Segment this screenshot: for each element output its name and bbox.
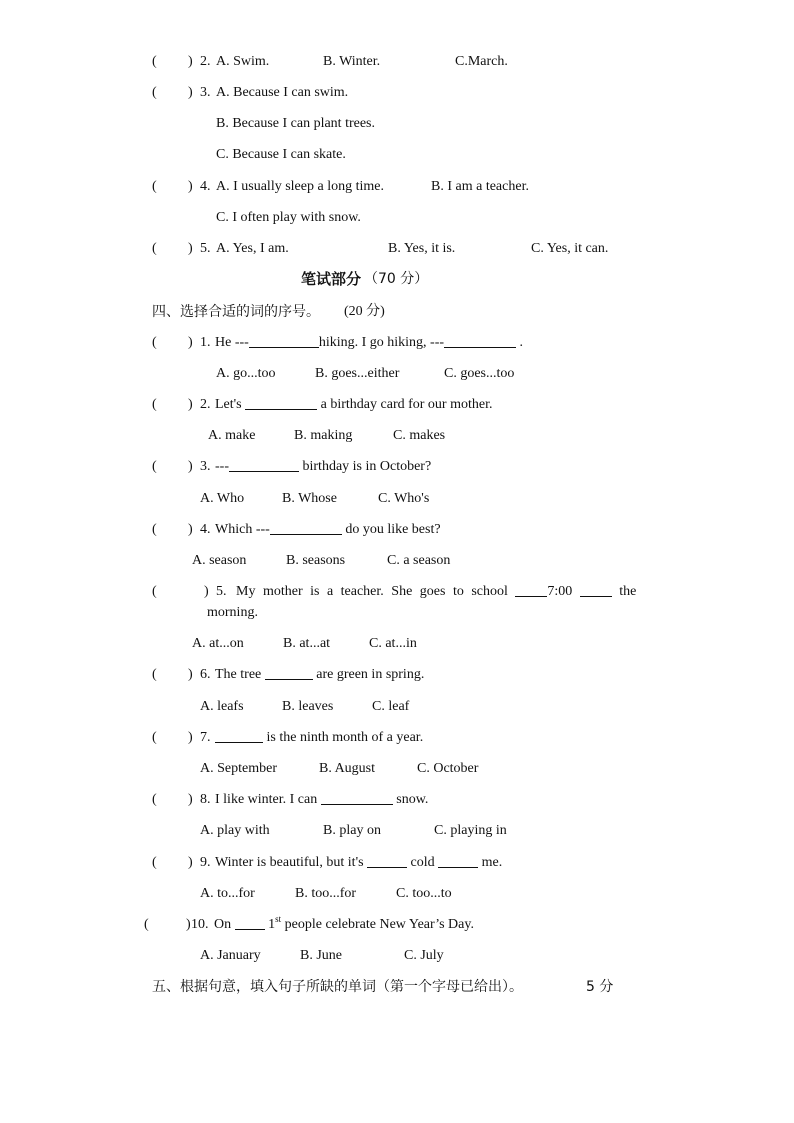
answer-paren-close: ) (188, 730, 193, 745)
option-a: A. season (192, 553, 247, 568)
answer-paren-close: ) (204, 584, 209, 599)
answer-paren-close: ) (188, 667, 193, 682)
question-stem: My mother is a teacher. She goes to school 7:00 the (236, 584, 637, 599)
option-a: A. make (208, 428, 256, 443)
option-b: B. Because I can plant trees. (216, 116, 375, 131)
question-stem: --- birthday is in October? (215, 459, 432, 474)
answer-paren-close: ) (188, 179, 193, 194)
fill-blank[interactable] (249, 333, 319, 348)
question-number: 2. (200, 54, 211, 69)
answer-paren-open: ( (152, 584, 157, 599)
section-5-heading (0, 976, 794, 998)
question-number: 1. (200, 335, 211, 350)
answer-paren-close: ) (188, 241, 193, 256)
section-4-q9-options (0, 883, 794, 905)
answer-paren-close: ) (186, 917, 191, 932)
option-b: B. I am a teacher. (431, 179, 529, 194)
fill-blank[interactable] (270, 520, 342, 535)
section-4-q6 (0, 664, 794, 686)
question-stem: is the ninth month of a year. (215, 727, 423, 749)
option-a: A. at...on (192, 636, 244, 651)
section-4-q10-options (0, 945, 794, 967)
answer-paren-close: ) (188, 397, 193, 412)
option-b: B. seasons (286, 553, 346, 568)
fill-blank[interactable] (444, 333, 516, 348)
question-stem: Which --- do you like best? (215, 522, 441, 537)
answer-paren-open: ( (152, 667, 157, 682)
question-stem: On 1st people celebrate New Year’s Day. (214, 914, 474, 932)
option-c: C. October (417, 761, 479, 776)
section-4-title: 四、选择合适的词的序号。 (152, 304, 320, 320)
section-4-q4 (0, 519, 794, 541)
section-4-score: (20 分) (344, 304, 385, 319)
option-c: C. goes...too (444, 366, 515, 381)
answer-paren-close: ) (188, 85, 193, 100)
listening-q4 (0, 176, 794, 198)
question-number: 3. (200, 459, 211, 474)
option-a: A. I usually sleep a long time. (216, 179, 384, 194)
answer-paren-open: ( (152, 54, 157, 69)
answer-paren-open: ( (152, 241, 157, 256)
option-b: B. too...for (295, 886, 357, 901)
section-4-heading (0, 301, 794, 323)
section-4-q6-options (0, 696, 794, 718)
section-4-q7-options (0, 758, 794, 780)
fill-blank[interactable] (215, 728, 263, 743)
option-b: B. making (294, 428, 353, 443)
option-c: C. I often play with snow. (216, 210, 361, 225)
option-c: C. Who's (378, 491, 430, 506)
option-a: A. Swim. (216, 54, 270, 69)
answer-paren-close: ) (188, 54, 193, 69)
question-number: 4. (200, 522, 211, 537)
option-b: B. June (300, 948, 342, 963)
option-c: C. playing in (434, 823, 507, 838)
question-stem: I like winter. I can snow. (215, 792, 429, 807)
option-c: C. Because I can skate. (216, 147, 346, 162)
listening-q3 (0, 82, 794, 104)
section-4-q4-options (0, 550, 794, 572)
section-4-q1 (0, 332, 794, 354)
written-part-title-text: 笔试部分 (301, 270, 362, 288)
fill-blank[interactable] (367, 853, 407, 868)
answer-paren-open: ( (152, 335, 157, 350)
fill-blank[interactable] (321, 790, 393, 805)
option-a: A. Yes, I am. (216, 241, 289, 256)
listening-q3-option-c-line (0, 144, 794, 166)
section-4-q5 (0, 581, 794, 603)
section-4-q9 (0, 852, 794, 874)
section-4-q2-options (0, 425, 794, 447)
section-4-q5-options (0, 633, 794, 655)
option-a: A. September (200, 761, 277, 776)
option-c: C. July (404, 948, 444, 963)
option-b: B. goes...either (315, 366, 400, 381)
fill-blank[interactable] (515, 582, 547, 597)
question-number: 9. (200, 855, 211, 870)
answer-paren-close: ) (188, 855, 193, 870)
fill-blank[interactable] (438, 853, 478, 868)
question-number: 3. (200, 85, 211, 100)
option-b: B. leaves (282, 699, 334, 714)
answer-paren-open: ( (152, 792, 157, 807)
question-number: 2. (200, 397, 211, 412)
section-5-title: 五、根据句意，填入句子所缺的单词（第一个字母已给出）。 (152, 979, 523, 995)
fill-blank[interactable] (235, 915, 265, 930)
question-number: 8. (200, 792, 211, 807)
section-4-q3 (0, 456, 794, 478)
question-number: 6. (200, 667, 211, 682)
section-5-score: 5 分 (586, 979, 614, 995)
option-a: A. leafs (200, 699, 244, 714)
fill-blank[interactable] (265, 665, 313, 680)
answer-paren-close: ) (188, 792, 193, 807)
section-4-q3-options (0, 488, 794, 510)
listening-q4-option-c-line (0, 207, 794, 229)
answer-paren-open: ( (152, 179, 157, 194)
section-4-q10 (0, 914, 794, 936)
listening-q2 (0, 51, 794, 73)
option-a: A. to...for (200, 886, 255, 901)
option-c: C.March. (455, 54, 508, 69)
option-c: C. makes (393, 428, 446, 443)
fill-blank[interactable] (229, 457, 299, 472)
written-part-score: （70 分） (364, 271, 429, 287)
question-stem-continuation: morning. (207, 605, 258, 620)
answer-paren-open: ( (152, 522, 157, 537)
question-number: 5. (200, 241, 211, 256)
fill-blank[interactable] (245, 395, 317, 410)
answer-paren-close: ) (188, 459, 193, 474)
option-b: B. Whose (282, 491, 337, 506)
answer-paren-open: ( (152, 85, 157, 100)
listening-q5 (0, 238, 794, 260)
question-stem: Let's a birthday card for our mother. (215, 397, 493, 412)
option-c: C. leaf (372, 699, 410, 714)
section-4-q8-options (0, 820, 794, 842)
section-4-q2 (0, 394, 794, 416)
question-number: 7. (200, 730, 211, 745)
answer-paren-open: ( (152, 397, 157, 412)
option-a: A. Who (200, 491, 245, 506)
option-c: C. at...in (369, 636, 417, 651)
option-c: C. Yes, it can. (531, 241, 609, 256)
answer-paren-close: ) (188, 522, 193, 537)
question-stem: He --- hiking. I go hiking, --- . (215, 335, 524, 350)
section-4-q5-continuation (0, 602, 794, 624)
listening-q3-option-b-line (0, 113, 794, 135)
option-c: C. too...to (396, 886, 452, 901)
fill-blank[interactable] (580, 582, 612, 597)
option-a: A. go...too (216, 366, 276, 381)
answer-paren-open: ( (152, 855, 157, 870)
option-b: B. August (319, 761, 376, 776)
section-4-q1-options (0, 363, 794, 385)
answer-paren-open: ( (144, 917, 149, 932)
option-b: B. at...at (283, 636, 331, 651)
option-b: B. Winter. (323, 54, 381, 69)
option-b: B. Yes, it is. (388, 241, 456, 256)
question-stem: Winter is beautiful, but it's cold me. (215, 855, 503, 870)
written-part-title (0, 268, 794, 290)
option-a: A. Because I can swim. (216, 85, 349, 100)
answer-paren-open: ( (152, 730, 157, 745)
question-number: 5. (216, 584, 227, 599)
question-number: 10. (191, 917, 209, 932)
question-number: 4. (200, 179, 211, 194)
option-a: A. play with (200, 823, 270, 838)
option-b: B. play on (323, 823, 381, 838)
question-stem: The tree are green in spring. (215, 667, 425, 682)
option-c: C. a season (387, 553, 451, 568)
answer-paren-close: ) (188, 335, 193, 350)
section-4-q8 (0, 789, 794, 811)
answer-paren-open: ( (152, 459, 157, 474)
option-a: A. January (200, 948, 261, 963)
section-4-q7 (0, 727, 794, 749)
